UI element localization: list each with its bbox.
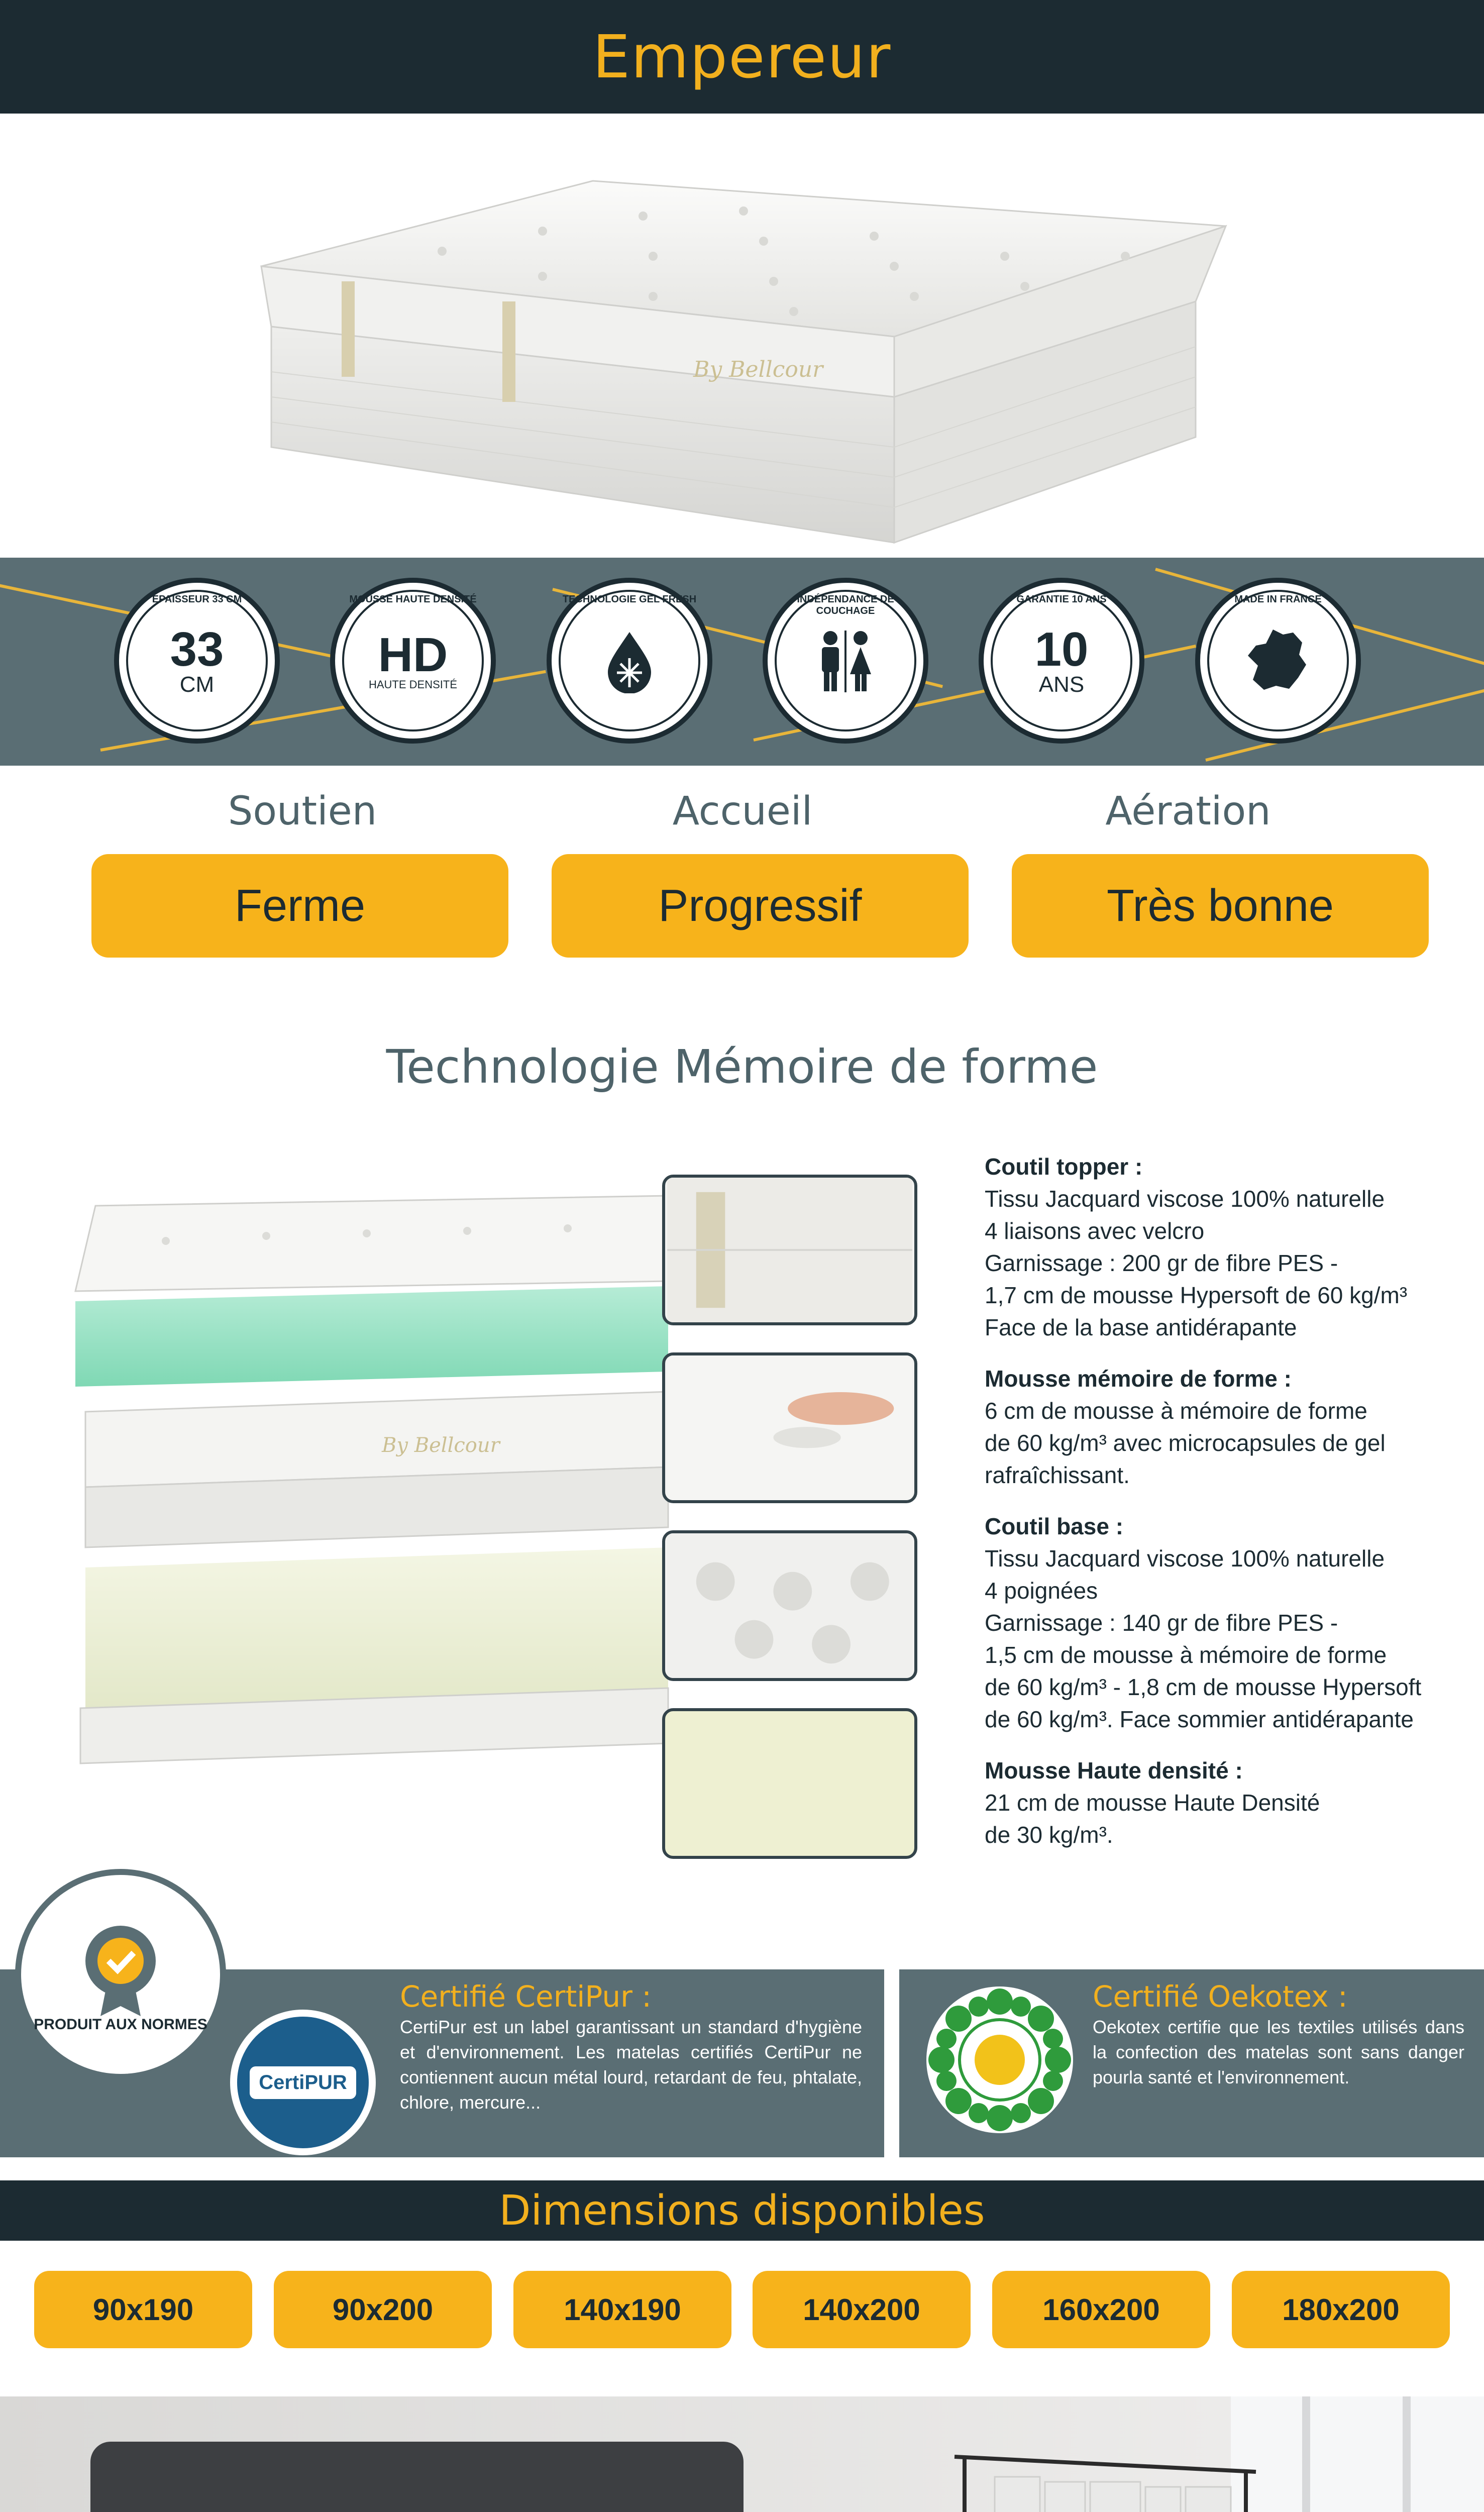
technology-title: Technologie Mémoire de forme <box>386 1040 1098 1094</box>
certipur-title: Certifié CertiPur : <box>400 1979 652 2014</box>
feature-value-aeration: Très bonne <box>1012 854 1429 958</box>
svg-text:By Bellcour: By Bellcour <box>382 1434 500 1457</box>
size-option-140x190: 140x190 <box>513 2271 731 2348</box>
norms-medal-icon <box>70 1916 171 2016</box>
bedroom-scene-image <box>0 2396 1484 2512</box>
certipur-body: CertiPur est un label garantissant un standard d'hygiène et d'environnement. Les matelas certifiés CertiPur ne contiennent aucun métal lourd, retardant de feu, phtalate, chlore, mercure... <box>400 2017 862 2113</box>
mattress-layers-image <box>65 1186 683 1789</box>
spec-base: Coutil base : Tissu Jacquard viscose 100% naturelle 4 poignées Garnissage : 140 gr de fibre PES - 1,5 cm de mousse à mémoire de forme de 60 kg/m³ - 1,8 cm de mousse Hypersoft de 60 kg/m³. Face sommier antidérapante <box>985 1513 1422 1732</box>
topper-detail-thumbnail <box>662 1175 917 1325</box>
size-option-90x200: 90x200 <box>274 2271 492 2348</box>
title-bar <box>0 0 1484 114</box>
dimensions-bar <box>0 2180 1484 2241</box>
oekotex-body: Oekotex certifie que les textiles utilisés dans la confection des matelas sont sans danger pourla santé et l'environnement. <box>1093 2017 1464 2087</box>
norms-badge <box>15 1869 226 2080</box>
independence-couchage-icon: INDÉPENDANCE DE COUCHAGE <box>763 578 928 744</box>
guarantee-10-years-icon: GARANTIE 10 ANS 10 ANS <box>979 578 1144 744</box>
spec-hd-foam: Mousse Haute densité : 21 cm de mousse Haute Densité de 30 kg/m³. <box>985 1757 1320 1848</box>
oekotex-logo <box>924 1984 1075 2135</box>
spec-topper: Coutil topper : Tissu Jacquard viscose 100% naturelle 4 liaisons avec velcro Garnissage : 200 gr de fibre PES - 1,7 cm de mousse Hypersoft de 60 kg/m³ Face de la base antidérapante <box>985 1154 1408 1340</box>
made-in-france-icon: MADE IN FRANCE <box>1195 578 1361 744</box>
base-quilt-thumbnail <box>662 1530 917 1681</box>
memory-foam-hand-thumbnail <box>662 1352 917 1503</box>
certipur-logo: CertiPUR <box>230 2010 376 2155</box>
feature-value-soutien: Ferme <box>91 854 508 958</box>
features-icon-band <box>0 558 1484 766</box>
norms-badge-text: PRODUIT AUX NORMES <box>34 2016 207 2033</box>
feature-label-aeration: Aération <box>1105 789 1271 834</box>
feature-value-accueil: Progressif <box>552 854 969 958</box>
feature-label-accueil: Accueil <box>672 789 813 834</box>
page-title: Empereur <box>592 22 892 91</box>
size-option-160x200: 160x200 <box>992 2271 1210 2348</box>
feature-label-soutien: Soutien <box>228 789 377 834</box>
technology-specs <box>985 1150 1467 1870</box>
mattress-hero-image <box>241 136 1241 548</box>
hd-density-icon: MOUSSE HAUTE DENSITÉ HD HAUTE DENSITÉ <box>330 578 496 744</box>
svg-text:By Bellcour: By Bellcour <box>693 357 823 382</box>
size-option-180x200: 180x200 <box>1232 2271 1450 2348</box>
size-option-140x200: 140x200 <box>753 2271 971 2348</box>
spec-memory-foam: Mousse mémoire de forme : 6 cm de mousse à mémoire de forme de 60 kg/m³ avec microcapsules de gel rafraîchissant. <box>985 1366 1386 1488</box>
gel-technology-icon: TECHNOLOGIE GEL FRESH <box>547 578 712 744</box>
oekotex-title: Certifié Oekotex : <box>1093 1979 1348 2014</box>
size-option-90x190: 90x190 <box>34 2271 252 2348</box>
dimensions-title: Dimensions disponibles <box>499 2186 985 2235</box>
thickness-33cm-icon: ÉPAISSEUR 33 CM 33 CM <box>114 578 280 744</box>
hd-foam-thumbnail <box>662 1708 917 1859</box>
